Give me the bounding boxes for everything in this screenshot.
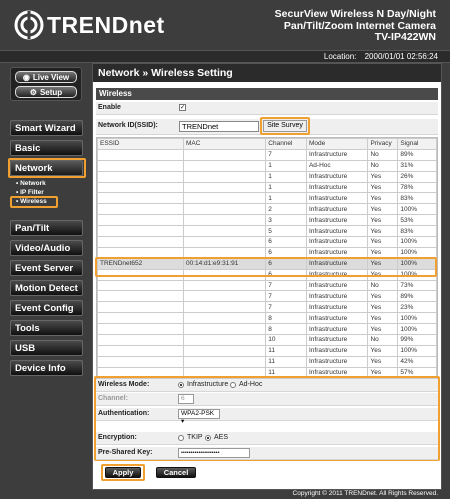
- psk-row: [96, 447, 438, 460]
- table-cell: [98, 149, 184, 160]
- channel-label: Channel:: [98, 395, 128, 402]
- gear-icon: ⚙: [29, 87, 37, 97]
- encryption-label: Encryption:: [98, 434, 137, 441]
- table-cell: Infrastructure: [306, 367, 368, 378]
- table-cell: [183, 149, 265, 160]
- table-cell: Yes: [368, 291, 398, 302]
- table-cell: Infrastructure: [306, 215, 368, 226]
- table-cell: [98, 182, 184, 193]
- table-cell: 10: [266, 335, 307, 346]
- table-cell: 26%: [398, 171, 437, 182]
- table-row[interactable]: [98, 335, 437, 346]
- table-cell: [183, 291, 265, 302]
- enc-aes-label: AES: [214, 434, 229, 441]
- enc-tkip-label: TKIP: [187, 434, 203, 441]
- table-cell: 89%: [398, 149, 437, 160]
- table-cell: Infrastructure: [306, 193, 368, 204]
- table-cell: 1: [266, 182, 307, 193]
- table-cell: 11: [266, 367, 307, 378]
- table-cell: Infrastructure: [306, 149, 368, 160]
- enable-checkbox[interactable]: ✓: [180, 105, 186, 111]
- table-cell: Infrastructure: [306, 345, 368, 356]
- table-row[interactable]: [98, 302, 437, 313]
- table-cell: 1: [266, 171, 307, 182]
- wireless-highlight: [10, 196, 58, 208]
- table-row[interactable]: [98, 226, 437, 237]
- nav-pan-tilt[interactable]: Pan/Tilt: [10, 220, 83, 236]
- table-cell: [183, 204, 265, 215]
- table-cell: 00:14:d1:e9:31:91: [183, 258, 265, 269]
- table-cell: [183, 171, 265, 182]
- table-cell: [98, 313, 184, 324]
- table-cell: No: [368, 335, 398, 346]
- table-cell: Infrastructure: [306, 171, 368, 182]
- psk-input[interactable]: ••••••••••••••••••••: [178, 448, 250, 458]
- column-header: Mode: [306, 139, 368, 150]
- table-cell: 100%: [398, 204, 437, 215]
- table-cell: 1: [266, 160, 307, 171]
- column-header: Channel: [266, 139, 307, 150]
- authentication-value: WPA2-PSK: [181, 410, 215, 417]
- table-cell: 100%: [398, 258, 437, 269]
- table-cell: Infrastructure: [306, 313, 368, 324]
- table-cell: Yes: [368, 302, 398, 313]
- table-cell: Infrastructure: [306, 335, 368, 346]
- table-row[interactable]: [98, 171, 437, 182]
- enable-label: Enable: [98, 104, 121, 111]
- trendnet-logo: [14, 8, 165, 42]
- eye-icon: ◉: [22, 72, 30, 82]
- product-line-1: SecurView Wireless N Day/Night: [274, 8, 436, 20]
- table-cell: Yes: [368, 324, 398, 335]
- table-cell: [98, 237, 184, 248]
- table-cell: Yes: [368, 356, 398, 367]
- table-cell: 100%: [398, 345, 437, 356]
- table-cell: [98, 204, 184, 215]
- table-cell: [98, 160, 184, 171]
- sidebar: [0, 63, 92, 499]
- location-bar: [0, 50, 450, 63]
- authentication-select[interactable]: WPA2-PSK ▾: [178, 409, 220, 419]
- table-cell: 6: [266, 269, 307, 280]
- main-panel: [92, 63, 442, 490]
- table-cell: Infrastructure: [306, 237, 368, 248]
- wireless-mode-row: [96, 379, 438, 392]
- table-row[interactable]: [98, 345, 437, 356]
- column-header: Privacy: [368, 139, 398, 150]
- table-row[interactable]: [98, 149, 437, 160]
- table-cell: 57%: [398, 367, 437, 378]
- table-cell: Infrastructure: [306, 182, 368, 193]
- table-row[interactable]: [98, 215, 437, 226]
- table-cell: 8: [266, 313, 307, 324]
- product-title: [275, 9, 436, 44]
- table-cell: Infrastructure: [306, 291, 368, 302]
- table-row[interactable]: [98, 291, 437, 302]
- table-cell: 11: [266, 356, 307, 367]
- location-datetime: 2000/01/01 02:56:24: [364, 52, 438, 61]
- table-cell: 7: [266, 280, 307, 291]
- table-row[interactable]: [98, 313, 437, 324]
- table-cell: [98, 356, 184, 367]
- footer: Copyright © 2011 TRENDnet. All Rights Reserved.: [292, 490, 438, 497]
- nav-tools[interactable]: Tools: [10, 320, 83, 336]
- table-cell: [183, 356, 265, 367]
- table-cell: Yes: [368, 269, 398, 280]
- table-cell: Infrastructure: [306, 302, 368, 313]
- table-cell: TRENDnet652: [98, 258, 184, 269]
- column-header: Signal: [398, 139, 437, 150]
- table-row[interactable]: [98, 160, 437, 171]
- psk-label: Pre-Shared Key:: [98, 449, 153, 456]
- table-cell: 5: [266, 226, 307, 237]
- table-cell: 11: [266, 345, 307, 356]
- table-cell: [183, 302, 265, 313]
- table-cell: 7: [266, 149, 307, 160]
- mode-adhoc-label: Ad-Hoc: [239, 381, 263, 388]
- table-cell: 1: [266, 193, 307, 204]
- table-cell: [183, 280, 265, 291]
- table-row[interactable]: [98, 237, 437, 248]
- mode-adhoc-radio[interactable]: [230, 382, 236, 388]
- table-row[interactable]: [98, 204, 437, 215]
- header: [0, 0, 450, 50]
- table-cell: 100%: [398, 247, 437, 258]
- table-cell: [183, 313, 265, 324]
- table-cell: Yes: [368, 345, 398, 356]
- channel-select[interactable]: 6: [178, 394, 194, 404]
- table-cell: Yes: [368, 193, 398, 204]
- live-view-button[interactable]: [15, 71, 77, 83]
- nav-usb[interactable]: USB: [10, 340, 83, 356]
- table-cell: 78%: [398, 182, 437, 193]
- table-cell: [183, 215, 265, 226]
- authentication-label: Authentication:: [98, 410, 150, 417]
- ssid-label: Network ID(SSID):: [98, 122, 158, 129]
- table-cell: 31%: [398, 160, 437, 171]
- table-cell: 2: [266, 204, 307, 215]
- table-cell: Yes: [368, 258, 398, 269]
- network-highlight: [8, 158, 86, 178]
- table-cell: Yes: [368, 247, 398, 258]
- table-cell: 7: [266, 291, 307, 302]
- table-cell: 89%: [398, 291, 437, 302]
- table-row[interactable]: [98, 324, 437, 335]
- sub-wireless[interactable]: • Wireless: [16, 198, 47, 205]
- enc-tkip-radio[interactable]: [178, 435, 184, 441]
- table-cell: [98, 171, 184, 182]
- cancel-button[interactable]: Cancel: [156, 467, 196, 478]
- table-cell: [98, 215, 184, 226]
- table-cell: Infrastructure: [306, 226, 368, 237]
- column-header: MAC: [183, 139, 265, 150]
- table-cell: [183, 193, 265, 204]
- table-cell: Infrastructure: [306, 258, 368, 269]
- nav-event-config[interactable]: Event Config: [10, 300, 83, 316]
- table-cell: 53%: [398, 215, 437, 226]
- table-cell: [183, 335, 265, 346]
- nav-motion-detect[interactable]: Motion Detect: [10, 280, 83, 296]
- table-cell: [98, 226, 184, 237]
- table-cell: [183, 226, 265, 237]
- table-cell: [98, 291, 184, 302]
- table-cell: [98, 280, 184, 291]
- column-header: ESSID: [98, 139, 184, 150]
- table-cell: Infrastructure: [306, 324, 368, 335]
- table-cell: [98, 324, 184, 335]
- table-cell: 23%: [398, 302, 437, 313]
- table-row[interactable]: [98, 193, 437, 204]
- location-label: Location:: [323, 52, 357, 61]
- table-cell: 6: [266, 258, 307, 269]
- apply-button[interactable]: Apply: [105, 467, 141, 478]
- product-line-2: Pan/Tilt/Zoom Internet Camera: [283, 19, 436, 32]
- apply-highlight: [101, 464, 145, 481]
- table-cell: No: [368, 160, 398, 171]
- nav-basic[interactable]: Basic: [10, 140, 83, 156]
- table-cell: [183, 182, 265, 193]
- table-row[interactable]: [98, 182, 437, 193]
- product-model: TV-IP422WN: [374, 31, 436, 43]
- table-cell: Yes: [368, 182, 398, 193]
- table-cell: Yes: [368, 215, 398, 226]
- selected-row-highlight: [95, 257, 437, 277]
- nav-device-info[interactable]: Device Info: [10, 360, 83, 376]
- table-cell: Yes: [368, 171, 398, 182]
- table-cell: Yes: [368, 313, 398, 324]
- table-cell: Yes: [368, 367, 398, 378]
- nav-smart-wizard[interactable]: Smart Wizard: [10, 120, 83, 136]
- wireless-mode-label: Wireless Mode:: [98, 381, 150, 388]
- table-cell: Yes: [368, 237, 398, 248]
- mode-infrastructure-radio[interactable]: [178, 382, 184, 388]
- table-cell: 99%: [398, 335, 437, 346]
- table-cell: No: [368, 280, 398, 291]
- table-cell: Infrastructure: [306, 204, 368, 215]
- ssid-input[interactable]: TRENDnet: [179, 121, 259, 132]
- table-cell: [183, 160, 265, 171]
- table-cell: 100%: [398, 313, 437, 324]
- table-cell: Yes: [368, 226, 398, 237]
- table-cell: [98, 302, 184, 313]
- authentication-row: [96, 408, 438, 425]
- mode-infrastructure-label: Infrastructure: [187, 381, 229, 388]
- page-title: Network » Wireless Setting: [93, 64, 441, 82]
- table-cell: [98, 335, 184, 346]
- location-text: [324, 52, 438, 61]
- sub-ip-filter[interactable]: • IP Filter: [16, 189, 44, 196]
- table-cell: Ad-Hoc: [306, 160, 368, 171]
- section-header: Wireless: [96, 88, 438, 100]
- site-survey-highlight: [260, 117, 310, 135]
- nav-network[interactable]: Network: [10, 160, 83, 176]
- site-survey-button[interactable]: Site Survey: [263, 120, 307, 132]
- channel-row: [96, 393, 438, 406]
- table-row[interactable]: [98, 356, 437, 367]
- live-view-label: Live View: [32, 72, 70, 82]
- table-cell: Yes: [368, 204, 398, 215]
- table-row[interactable]: [98, 280, 437, 291]
- table-cell: [183, 237, 265, 248]
- table-cell: Infrastructure: [306, 269, 368, 280]
- table-cell: 73%: [398, 280, 437, 291]
- nav-event-server[interactable]: Event Server: [10, 260, 83, 276]
- table-cell: [183, 324, 265, 335]
- table-cell: 7: [266, 302, 307, 313]
- table-cell: 3: [266, 215, 307, 226]
- table-cell: [98, 345, 184, 356]
- table-cell: Infrastructure: [306, 247, 368, 258]
- table-cell: Infrastructure: [306, 280, 368, 291]
- enc-aes-radio[interactable]: [205, 435, 211, 441]
- table-cell: No: [368, 149, 398, 160]
- table-cell: [98, 193, 184, 204]
- encryption-row: [96, 432, 438, 445]
- table-cell: Infrastructure: [306, 356, 368, 367]
- sub-network[interactable]: • Network: [16, 180, 46, 187]
- table-cell: 6: [266, 237, 307, 248]
- brand-name: TRENDnet: [47, 11, 165, 38]
- table-cell: 100%: [398, 324, 437, 335]
- setup-button[interactable]: [15, 86, 77, 98]
- nav-video-audio[interactable]: Video/Audio: [10, 240, 83, 256]
- table-cell: 6: [266, 247, 307, 258]
- table-cell: 42%: [398, 356, 437, 367]
- table-cell: 100%: [398, 269, 437, 280]
- logo-icon: [14, 10, 44, 40]
- enable-row: [96, 102, 438, 115]
- setup-label: Setup: [39, 87, 63, 97]
- table-cell: 8: [266, 324, 307, 335]
- table-cell: 83%: [398, 226, 437, 237]
- table-cell: [183, 345, 265, 356]
- table-cell: 100%: [398, 237, 437, 248]
- table-cell: 83%: [398, 193, 437, 204]
- ssid-row: [96, 119, 438, 135]
